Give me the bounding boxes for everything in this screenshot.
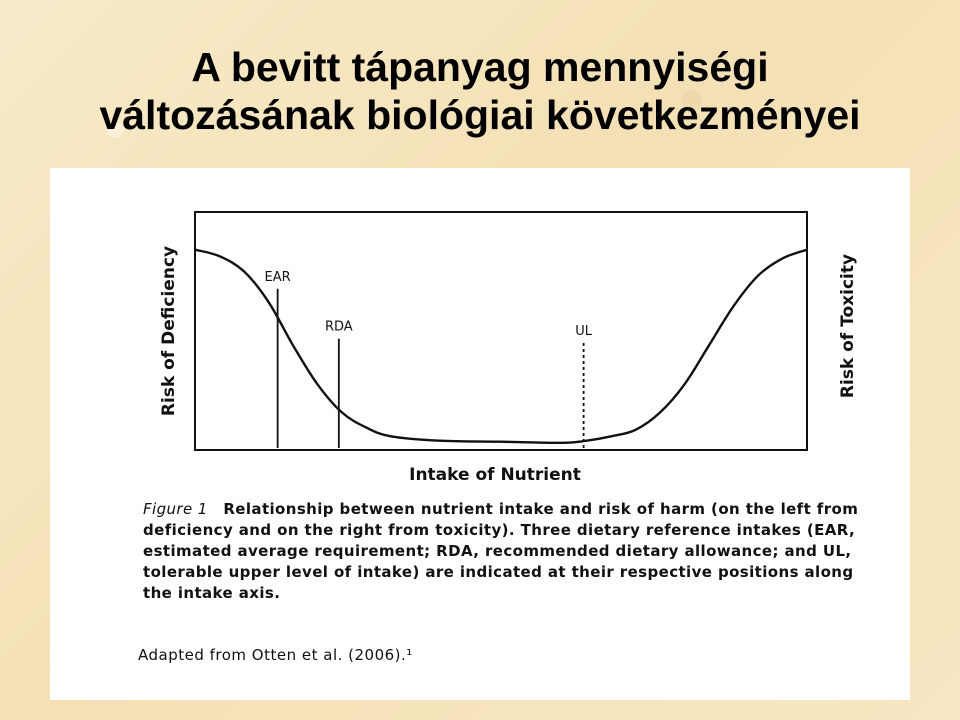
slide-title [0,43,960,139]
right-axis-label: Risk of Toxicity [838,253,858,399]
slide-title-line-2: változásának biológiai következményei [99,92,861,138]
rda-marker-label: RDA [324,319,353,335]
chart-frame [195,212,807,450]
figure-attribution: Adapted from Otten et al. (2006).¹ [138,646,413,664]
figure-caption [143,499,863,604]
figure-label: Figure 1 [143,500,208,518]
left-axis-label: Risk of Deficiency [159,245,179,417]
x-axis-label: Intake of Nutrient [409,465,581,485]
slide-title-line-1: A bevitt tápanyag mennyiségi [191,44,769,90]
figure-caption-text: Relationship between nutrient intake and risk of harm (on the left from deficiency and on the right from toxicity). Three dietary reference intakes (EAR, estimated average requirement; RDA, recommended dietary allowance; and UL, tolerable upper level of intake) are indicated at their respective positions along the intake axis. [143,500,859,602]
ul-marker-label: UL [575,324,593,340]
scanned-figure-panel [50,168,910,700]
nutrient-risk-chart [50,168,910,700]
ear-marker-label: EAR [264,269,291,285]
